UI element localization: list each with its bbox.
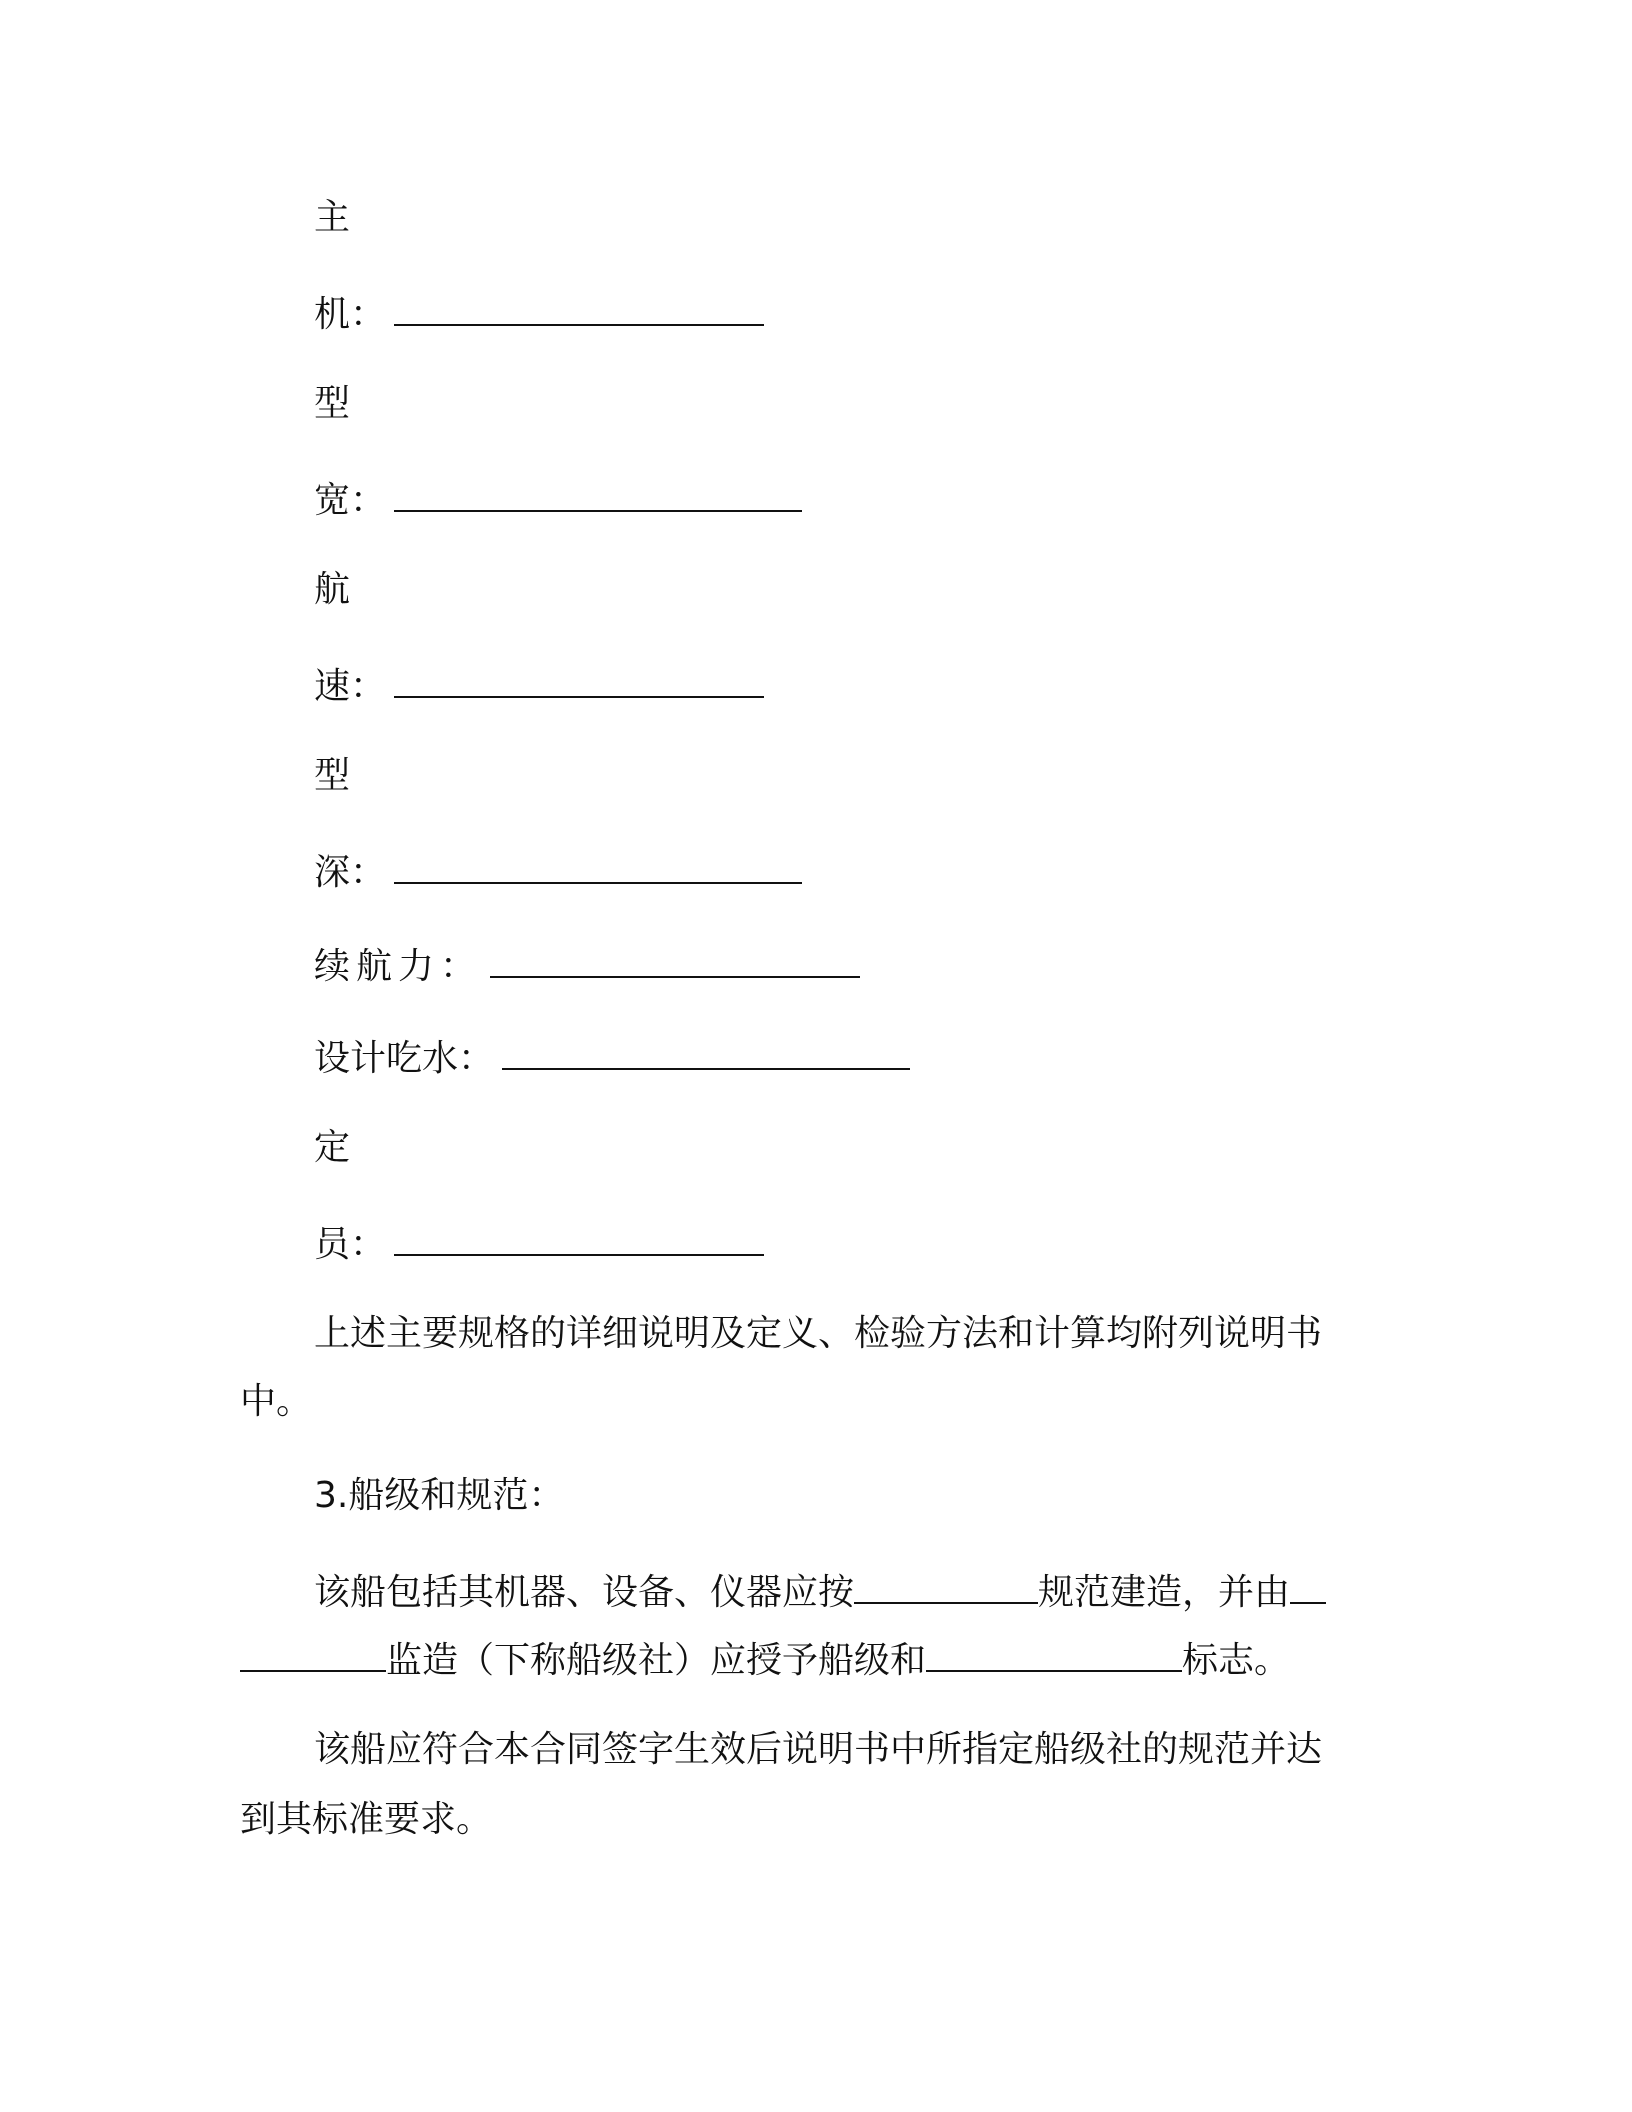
spec-label: 机： (314, 294, 387, 335)
spec-molded-breadth (314, 474, 802, 523)
spec-molded-depth-top (314, 754, 350, 798)
spec-label: 型 (314, 755, 351, 796)
spec-complement-top (314, 1126, 350, 1170)
paragraph-text: 该船应符合本合同签字生效后说明书中所指定船级社的规范并达 (314, 1729, 1323, 1770)
spec-label: 型 (314, 383, 351, 424)
rules-blank-field[interactable] (854, 1566, 1038, 1604)
paragraph-specs-note-line2 (240, 1380, 312, 1424)
spec-main-engine (314, 288, 764, 337)
spec-label: 续航力： (314, 946, 483, 987)
paragraph-text: 中。 (240, 1381, 313, 1422)
spec-speed-top (314, 568, 350, 612)
spec-molded-breadth-top (314, 382, 350, 426)
spec-complement (314, 1218, 764, 1267)
main-engine-blank-field[interactable] (394, 288, 764, 326)
section-heading (314, 1474, 564, 1518)
paragraph-text: 该船包括其机器、设备、仪器应按 (314, 1572, 855, 1613)
spec-label: 深： (314, 852, 387, 893)
section-heading-text: 3.船级和规范： (314, 1475, 565, 1516)
endurance-blank-field[interactable] (490, 940, 860, 978)
spec-label: 员： (314, 1224, 387, 1265)
paragraph-classification-line1 (314, 1566, 1326, 1615)
spec-label: 定 (314, 1127, 351, 1168)
molded-breadth-blank-field[interactable] (394, 474, 802, 512)
spec-speed (314, 660, 764, 709)
class-notation-blank-field[interactable] (926, 1634, 1182, 1672)
spec-label: 主 (314, 197, 351, 238)
paragraph-text: 上述主要规格的详细说明及定义、检验方法和计算均附列说明书 (314, 1313, 1323, 1354)
paragraph-text: 规范建造，并由 (1038, 1572, 1291, 1613)
spec-label: 设计吃水： (314, 1038, 495, 1079)
spec-main-engine-top (314, 196, 350, 240)
paragraph-specs-note-line1 (314, 1312, 1322, 1356)
spec-label: 航 (314, 569, 351, 610)
design-draft-blank-field[interactable] (502, 1032, 910, 1070)
speed-blank-field[interactable] (394, 660, 764, 698)
paragraph-classification-line2 (240, 1634, 1290, 1683)
complement-blank-field[interactable] (394, 1218, 764, 1256)
spec-molded-depth (314, 846, 802, 895)
paragraph-text: 标志。 (1182, 1640, 1291, 1681)
molded-depth-blank-field[interactable] (394, 846, 802, 884)
paragraph-compliance-line1 (314, 1728, 1322, 1772)
spec-endurance (314, 940, 860, 989)
paragraph-text: 到其标准要求。 (240, 1799, 493, 1840)
spec-label: 宽： (314, 480, 387, 521)
spec-label: 速： (314, 666, 387, 707)
paragraph-compliance-line2 (240, 1798, 492, 1842)
spec-design-draft (314, 1032, 910, 1081)
paragraph-text: 监造（下称船级社）应授予船级和 (386, 1640, 927, 1681)
society-blank-field-end[interactable] (240, 1634, 386, 1672)
society-blank-field-start[interactable] (1290, 1566, 1326, 1604)
